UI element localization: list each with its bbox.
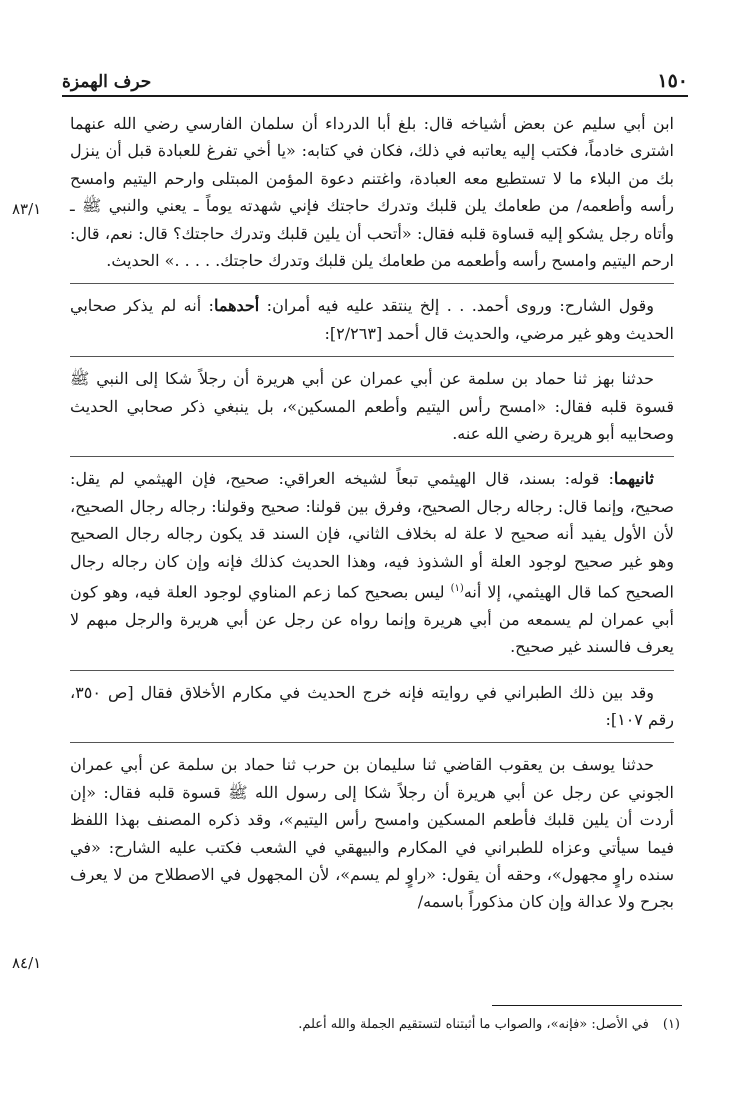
page-body (70, 110, 674, 921)
paragraph: وقول الشارح: وروى أحمد. . . إلخ ينتقد عليه فيه أمران: أحدهما: أنه لم يذكر صحابي الحديث وهو غير مرضي، والحديث قال أحمد [٢/٢٦٣]: (70, 296, 674, 343)
footnote-text: في الأصل: «فإنه»، والصواب ما أثبتناه لتستقيم الجملة والله أعلم. (298, 1017, 649, 1032)
page-header (62, 58, 688, 92)
paragraph: ثانيهما: قوله: بسند، قال الهيثمي تبعاً لشيخه العراقي: صحيح، فإن الهيثمي لم يقل: صحيح، وإنما قال: رجاله رجال الصحيح، وفرق بين قولنا: صحيح وقولنا: رجاله رجال الصحيح، لأن الأول يفيد أنه صحيح لا علة له بخلاف الثاني، فإن السند قد يكون رجاله رجال الصحيح وهو غير صحيح لوجود العلة أو الشذوذ فيه، وهذا الحديث كذلك فإنه وإن كان رجاله رجال الصحيح كما قال الهيثمي، إلا أنه$^{(١)}$ ليس بصحيح كما زعم المناوي لوجود العلة فيه، وهو كون أبي عمران لم يسمعه من أبي هريرة وإنما رواه عن رجل عن أبي هريرة والرجل مبهم لا يعرف فالسند غير صحيح. (70, 469, 675, 657)
paragraph: حدثنا بهز ثنا حماد بن سلمة عن أبي عمران عن أبي هريرة أن رجلاً شكا إلى النبي ﷺ قسوة قلبه فقال: «امسح رأس اليتيم وأطعم المسكين»، بل ينبغي ذكر صحابي الحديث وصحابيه أبو هريرة رضي الله عنه. (70, 369, 674, 444)
footnote-number: (١) (662, 1017, 680, 1032)
footnote-rule (492, 1005, 682, 1006)
chapter-title: حرف الهمزة (62, 72, 152, 92)
paragraph-divider (70, 283, 674, 284)
footnote-marker: (١) (450, 583, 464, 595)
paragraph: حدثنا يوسف بن يعقوب القاضي ثنا سليمان بن حرب ثنا حماد بن سلمة عن أبي عمران الجوني عن رجل عن أبي هريرة أن رجلاً شكا إلى رسول الله ﷺ قسوة قلبه فقال: «إن أردت أن يلين قلبك فأطعم المسكين وامسح رأس اليتيم»، وقد ذكره المصنف بهذا اللفظ فيما سيأتي وعزاه للطبراني في المكارم والبيهقي في الشعب فكتب عليه الشارح: «في سنده راوٍ مجهول»، وحقه أن يقول: «راوٍ لم يسم»، لأن المجهول في الاصطلاح من لا يعرف بجرح ولا عدالة وإن كان مذكوراً باسمه/ (70, 755, 675, 912)
header-rule (62, 95, 688, 97)
margin-reference: ٨٤/١ (12, 954, 42, 972)
paragraph-divider (70, 356, 674, 357)
paragraph-divider (70, 670, 674, 671)
footnote (76, 1015, 680, 1035)
page-number: ١٥٠ (657, 70, 688, 92)
paragraph-divider (70, 456, 674, 457)
paragraph-divider (70, 742, 674, 743)
margin-reference: ٨٣/١ (12, 200, 42, 218)
paragraph: ابن أبي سليم عن بعض أشياخه قال: بلغ أبا الدرداء أن سلمان الفارسي رضي الله عنهما اشترى خادماً، فكتب إليه يعاتبه في ذلك، فكان في كتابه: «يا أخي تفرغ للعبادة قبل أن ينزل بك من البلاء ما لا تستطيع معه العبادة، واغتنم دعوة المؤمن المبتلى وارحم اليتيم وامسح رأسه وأطعمه/ من طعامك يلن قلبك وتدرك حاجتك فإني شهدته يوماً ـ يعني والنبي ﷺ ـ وأتاه رجل يشكو إليه قساوة قلبه فقال: «أتحب أن يلين قلبك وتدرك حاجتك؟ قال: نعم، قال: ارحم اليتيم وامسح رأسه وأطعمه من طعامك يلن قلبك وتدرك حاجتك. . . . .» الحديث. (70, 114, 674, 271)
paragraph: وقد بين ذلك الطبراني في روايته فإنه خرج الحديث في مكارم الأخلاق فقال [ص ٣٥٠، رقم ١٠٧]: (70, 682, 674, 730)
